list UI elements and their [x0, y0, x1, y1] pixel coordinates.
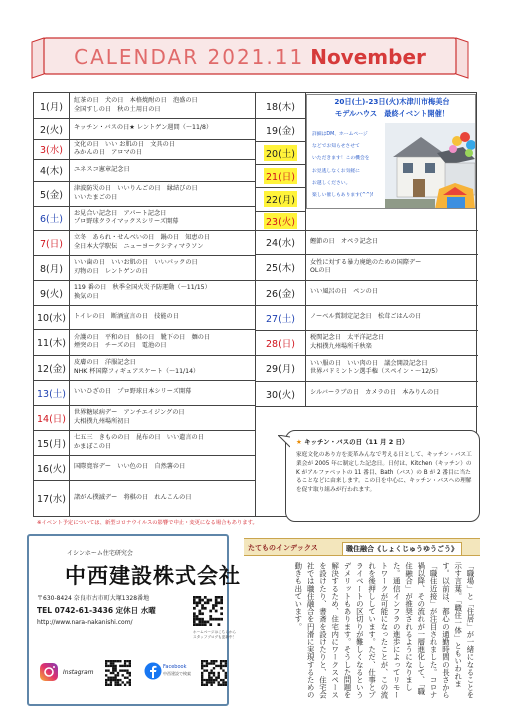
company-address: 〒630-8424 奈良市古市町大塚1328番地 — [37, 595, 150, 602]
promo-line: お見逃しなくお気軽に — [312, 168, 360, 174]
day-label: 9(火) — [40, 288, 63, 300]
day-label: 3(水) — [40, 145, 63, 156]
day-label: 30(火) — [265, 389, 295, 401]
day-events — [70, 480, 256, 516]
tatemono-index-column — [244, 538, 480, 704]
event-line: トイレの日 断酒宣言の日 技能の日 — [74, 312, 179, 320]
event-line: みかんの日 アロマの日 — [74, 149, 143, 156]
day-label: 1(月) — [40, 101, 63, 113]
qr-caption: ホームページはこちらから スタッフブログも更新中！ — [193, 630, 237, 639]
event-line: 立冬 あられ・せんべいの日 鍋の日 知恵の日 — [74, 234, 210, 242]
day-events — [70, 380, 256, 405]
event-line: キッチン・バスの日★ レントゲン週間（～11/8） — [74, 124, 213, 132]
day-events — [70, 118, 256, 139]
day-events — [70, 280, 256, 305]
day-label: 7(日) — [40, 238, 63, 250]
promo-text — [312, 129, 384, 202]
day-label: 2(火) — [40, 124, 63, 136]
promo-line: お越しください。 — [312, 180, 351, 186]
page-title: CALENDAR 2021.11 — [74, 45, 305, 69]
day-events — [70, 355, 256, 380]
event-line: お見合い記念日 アパート記念日 — [74, 209, 167, 217]
company-subtitle: イシンホーム住宅研究会 — [67, 550, 133, 557]
facebook-sub: 中西建設で検索 — [163, 671, 191, 676]
title-banner — [30, 36, 470, 80]
day-events — [306, 305, 476, 330]
event-line: プロ野球クライマックスシリーズ開幕 — [74, 218, 179, 225]
day-events — [70, 139, 256, 159]
column-header — [244, 538, 480, 556]
event-line: 全国すしの日 秋の土用日の日 — [74, 105, 161, 113]
day-label: 11(木) — [36, 338, 66, 349]
day-label: 20(土) — [256, 141, 305, 164]
day-label: 14(日) — [36, 413, 66, 425]
event-line: 税関記念日 太平洋記念日 — [310, 334, 385, 342]
model-house-photo — [385, 123, 476, 209]
day-events — [70, 159, 256, 181]
event-line: 刃物の日 レントゲンの日 — [74, 267, 148, 275]
kitchen-bath-day-callout — [285, 430, 480, 522]
page-title-month: November — [310, 45, 426, 69]
day-events — [306, 381, 476, 406]
event-line: 119 番の日 秋季全国火災予防運動（～11/15） — [74, 284, 211, 292]
day-label: 8(月) — [40, 263, 63, 275]
event-line: 文化の日 いい お肌の日 文具の日 — [74, 140, 175, 148]
event-notice: ※イベント予定については、新型コロナウイルスの影響で中止・変更になる場合もあります。 — [37, 520, 258, 526]
day-label: 13(土) — [36, 388, 66, 400]
event-line: シルバーラブの日 カメラの日 本みりんの日 — [310, 389, 440, 397]
day-label: 21(日) — [256, 164, 305, 187]
company-tel: TEL 0742-61-3436 定休日 水曜 — [37, 606, 156, 615]
day-events — [306, 230, 476, 254]
event-line: ノーベル賞制定記念日 松茸ごはんの日 — [310, 313, 422, 321]
promo-subtitle: モデルハウス 最終イベント開催！ — [335, 109, 449, 118]
event-line: いいひざの日 プロ野球日本シリーズ開幕 — [74, 388, 192, 396]
day-events — [306, 330, 476, 355]
day-label: 29(月) — [265, 364, 295, 375]
event-line: 鰹節の日 オペラ記念日 — [310, 237, 379, 245]
facebook-qr-icon[interactable] — [201, 660, 227, 686]
day-label: 22(月) — [256, 187, 305, 211]
event-line: 津波防災の日 いいりんごの日 縁結びの日 — [74, 185, 198, 193]
promo-line: などでお知らせさせて — [312, 144, 360, 150]
day-events — [70, 255, 256, 280]
event-line: 七五三 きものの日 昆布の日 いい遺言の日 — [74, 434, 204, 442]
facebook-icon[interactable] — [144, 662, 162, 680]
day-label: 28(日) — [265, 338, 295, 350]
company-name: 中西建設株式会社 — [65, 564, 241, 588]
event-line: いい風呂の日 ペンの日 — [310, 288, 379, 296]
event-line: かまぼこの日 — [74, 442, 112, 450]
promo-line: 楽しい催しもあります(^^)! — [312, 193, 374, 199]
day-label: 5(金) — [40, 189, 63, 201]
day-label: 18(木) — [265, 101, 295, 113]
day-label: 16(火) — [36, 463, 66, 475]
event-line: 諸がん撲滅デー 将棋の日 れんこんの日 — [74, 493, 192, 501]
instagram-icon[interactable] — [39, 662, 59, 682]
day-events — [306, 280, 476, 305]
day-label: 10(水) — [36, 313, 66, 324]
callout-heading — [296, 437, 409, 446]
company-url[interactable]: http://www.nara-nakanishi.com/ — [37, 619, 133, 626]
column-topic: 職住融合《しょくじゅうゆうごう》 — [342, 542, 462, 556]
day-events — [70, 455, 256, 480]
day-label: 6(土) — [40, 214, 63, 225]
event-line: NHK 杯国際フィギュアスケート（～11/14） — [74, 367, 200, 375]
promo-title: 20日(土)-23日(火)木津川市梅美台 — [334, 97, 450, 106]
day-events — [70, 329, 256, 355]
event-line: 女性に対する暴力廃絶のための国際デー — [310, 258, 422, 266]
column-text: 「職場」と「住居」が一緒になることを示す言葉。「職住一体」ともいわれます。以前は、都心の通勤時間の長さから「職住近接」が注目されました。コロナ禍以降、その流れが一層進化して、「職住融合」が推奨されるようになりました。通信インフラの進歩によってリモートワークが可能になったことが、この流れを後押ししています。ただ、仕事とプライベートの区切りが難しくなるというデメリットもあります。そうした問題を解決するため、住宅内にワークスペースを設けたり、書斎を設けたりと、住宅会社では職住融合を円滑に実現するための動きも出ています。 — [293, 562, 475, 699]
day-label: 25(木) — [265, 263, 295, 274]
promo-line: 詳細はDM、ホームページ — [312, 132, 368, 137]
callout-heading-text: キッチン・バスの日（11 月 2 日） — [304, 438, 409, 446]
event-line: 介護の日 平和の日 鮭の日 靴下の日 麺の日 — [74, 333, 211, 341]
day-label: 15(月) — [36, 438, 66, 450]
company-info-box — [27, 534, 241, 706]
event-line: 皮膚の日 洋服記念日 — [74, 359, 136, 367]
event-line: 国際寛容デー いい色の日 自然薯の日 — [74, 463, 186, 471]
instagram-label: Instagram — [63, 669, 94, 676]
day-events — [70, 230, 256, 255]
column-tag: たてものインデックス — [248, 544, 318, 552]
event-line: OLの日 — [310, 267, 331, 274]
day-label: 19(金) — [265, 125, 295, 137]
day-events — [70, 305, 256, 329]
day-label: 26(金) — [265, 288, 295, 300]
day-label: 23(火) — [256, 211, 305, 230]
event-line: いいたまごの日 — [74, 193, 118, 201]
day-events — [306, 254, 476, 280]
day-events — [70, 206, 256, 230]
event-line: ユネスコ憲章記念日 — [74, 165, 130, 173]
event-line: 煙突の日 チーズの日 電池の日 — [74, 342, 167, 349]
day-events — [306, 355, 476, 381]
event-line: 大相撲九州場所千秋楽 — [310, 342, 372, 350]
event-line: 換気の日 — [74, 292, 99, 300]
promo-panel — [306, 94, 476, 209]
qr-code-icon[interactable] — [193, 596, 223, 626]
day-label: 12(金) — [36, 363, 66, 375]
facebook-label: Facebook — [163, 664, 187, 670]
day-events — [70, 430, 256, 455]
event-line: 世界糖尿病デー アンチエイジングの日 — [74, 409, 185, 417]
day-label: 24(水) — [265, 238, 295, 249]
day-events — [70, 181, 256, 206]
day-events — [70, 93, 256, 118]
event-line: いい歯の日 いいお肌の日 いいパックの日 — [74, 259, 198, 267]
instagram-qr-icon[interactable] — [105, 660, 131, 686]
day-label: 27(土) — [265, 313, 295, 325]
event-line: 紅茶の日 犬の日 本格焼酎の日 泡盛の日 — [74, 97, 198, 105]
event-line: 大相撲九州場所初日 — [74, 417, 130, 425]
event-line: いい服の日 いい肉の日 議会開設記念日 — [310, 359, 428, 367]
day-label: 4(木) — [40, 166, 63, 177]
promo-line: いただきます！この機会を — [312, 156, 370, 162]
event-line: 世界バドミントン選手権（スペイン・～12/5） — [310, 368, 442, 375]
callout-tail — [278, 435, 290, 449]
star-icon: ★ — [296, 438, 302, 446]
day-events — [70, 405, 256, 430]
day-label: 17(水) — [36, 494, 66, 505]
callout-body: 家庭文化のあり方を変革みんなで考える日として、キッチン・バス工業会が 2005 年に制定した記念日。日付は、Kitchen（キッチン）の K がアルファベットの 11 番目、Bath（バス）の B が 2 番目に当たることなどに由来します。この日を中心に、キッチン・バスへの理解を促す取り組みが行われます。 — [296, 452, 472, 494]
event-line: 全日本大学駅伝 ニューヨークシティマラソン — [74, 242, 204, 250]
